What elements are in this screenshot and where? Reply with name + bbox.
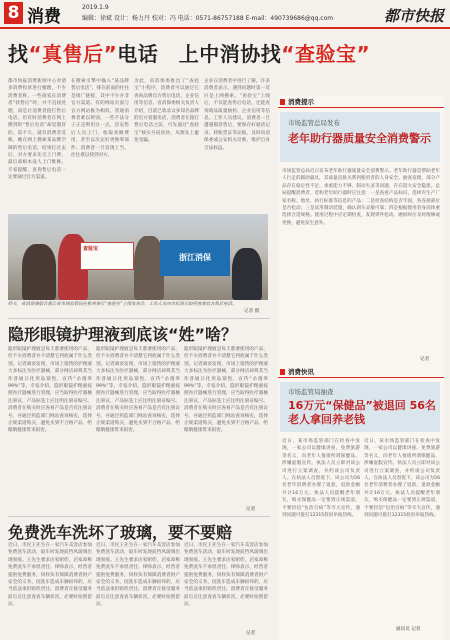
header-rule	[0, 27, 450, 29]
main-headline	[8, 38, 370, 67]
section-title: 消费	[27, 7, 61, 27]
article2-body-col2: 隐形眼镜护理液是每天都要使用的产品，但不少消费者并不清楚它到底属于什么类别。记者调查发现，市场上销售的护理液大多标注为医疗器械，部分网店却将其当作普通日化用品销售，宣传“杀菌率99%”等。专家介绍，隐形眼镜护理液按照医疗器械进行管理，应当取得医疗器械注册证，产品标签上应注明注册证编号。消费者在购买时应查看产品是否有注册证号，并通过药监部门网站查询核实，选择正规渠道购买，避免买到不合格产品，给眼睛健康带来损害。	[96, 347, 180, 434]
section-divider	[8, 318, 270, 319]
sidebar-kicker2: 市场监管局抽查	[288, 388, 334, 396]
page-number: 8	[4, 2, 23, 24]
sidebar-byline2: 通讯员 记者	[396, 627, 421, 632]
article2-headline: 隐形眼镜护理液到底该“姓”啥？	[8, 325, 238, 344]
sidebar-headline-box	[280, 112, 440, 162]
photo-credit: 记者 摄	[244, 309, 260, 314]
main-article-col4: 企业在消费者中进行了解，许多消费者表示，遇到问题时第一反应是上网搜索。“查验宝”上线后，不仅能查售后电话，还能查询商品质量抽检、企业信用等信息。工作人员建议，消费者一旦遭遇假冒售后，要保存好通话记录、转账凭证等证据，及时向消保委或公安机关反映，维护自身合法权益。	[204, 79, 270, 151]
sidebar-headline-box2	[280, 382, 440, 432]
photo-person	[22, 244, 56, 300]
article2-body-col3: 隐形眼镜护理液是每天都要使用的产品，但不少消费者并不清楚它到底属于什么类别。记者调查发现，市场上销售的护理液大多标注为医疗器械，部分网店却将其当作普通日化用品销售，宣传“杀菌率99%”等。专家介绍，隐形眼镜护理液按照医疗器械进行管理，应当取得医疗器械注册证，产品标签上应注明注册证编号。消费者在购买时应查看产品是否有注册证号，并通过药监部门网站查询核实，选择正规渠道购买，避免买到不合格产品，给眼睛健康带来损害。	[184, 347, 268, 434]
article2-byline: 记者	[246, 507, 256, 512]
headline-quote: “真售后”	[28, 42, 118, 66]
sidebar-tag-news: 消费快讯	[278, 366, 444, 378]
sidebar-title: 老年助行器质量安全消费警示	[288, 132, 431, 145]
photo-display-stand: 浙江消保	[160, 240, 230, 276]
sidebar-body: 市场监管总局近日发布老年助行器质量安全消费警示。老年助行器是帮助老年人行走的辅助器具，其质量直接关系到使用者的人身安全。抽查发现，部分产品存在稳定性不足、承重能力不够、制动失灵等问题，存在较大安全隐患。总局提醒消费者，选购老年助行器时应注意：一是查看产品标识，选择有生产厂家名称、地址、执行标准等信息的产品；二是检查结构是否牢固，各连接部位是否松动；三是试用制动装置，确认刹车灵敏可靠；四是根据使用者身高体重选择合适规格。使用过程中应定期检查，发现零件松动、磨损时应及时维修或更换，避免发生意外。	[282, 169, 440, 226]
main-article-col1: 都市快报消费新闻中心对诸多消费投诉进行梳理，不少消费者称，一些商家在消费者“找售后”时，并不直接处理，而是让消费者拨打售后电话。但有时消费者在网上搜到的“售后电话”却是假冒的。前不久，就有消费者反映，她在网上搜索某品牌空调的售后电话，结果打过去后，对方要求先交上门费，最后却根本没人上门维修。专家提醒，查询售后电话一定要通过官方渠道。	[8, 79, 66, 181]
photo-person	[232, 248, 262, 300]
sidebar-title2: 16万元“保健品”被退回 56名老人拿回养老钱	[288, 399, 436, 426]
main-article-col2: 在搜索引擎中输入“某品牌 售后电话”，排在前面的往往是推广链接，其中不少并非官方渠道。有的网站页面与官方网站极为相似，普通消费者难以辨别。一些不法分子正是利用这一点，冒充售后人员上门，收取高额费用，甚至以次充好更换零部件。消费者一旦发现上当，往往难以找到对方。	[71, 79, 129, 159]
sidebar-byline: 记者	[420, 357, 430, 362]
newspaper-logo: 都市快报	[383, 7, 444, 25]
headline-quote2: “查验宝”	[281, 42, 371, 66]
article3-headline: 免费洗车洗坏了玻璃，要不要赔	[8, 523, 233, 542]
page-header	[0, 0, 450, 30]
main-article-col3: 为此，省消保委推出了“查验宝”小程序，消费者可以通过它查询品牌官方售后电话、企业信用等信息。省消保委相关负责人介绍，目前已收录众多知名品牌的官方客服电话，消费者在拨打售后电话之前，可先通过“查验宝”核实号码真伪，从源头上避免受骗。	[134, 79, 199, 144]
photo-sign: 查验宝	[80, 242, 134, 270]
sidebar-kicker: 市场监管总局发布	[288, 119, 340, 127]
headline-middle: 电话 上中消协找	[117, 42, 282, 66]
article3-body-col1: 近日，市民王先生在一家汽车美容店参加免费洗车活动，取车时发现前挡风玻璃出现划痕。王先生要求店家赔偿，店家却称免费洗车不承担责任。律师表示，经营者提供免费服务，同样负有保障消费者财产安全的义务，因洗车造成车辆损坏的，应当依法承担赔偿责任。消费者在接受服务前后应注意查看车辆状况，必要时拍照留证。	[8, 543, 92, 608]
article3-byline: 记者	[246, 631, 256, 636]
news-photo	[8, 214, 268, 300]
photo-caption: 昨天，省消保委联合浙江省市场监管局在杭州举行“查验宝”上线发布会，工作人员向市民演示如何查询官方售后电话。	[8, 302, 237, 307]
sidebar-body2-col2: 近日，某市场监管部门在检查中发现，一家公司以健康讲座、免费旅游等名义，向老年人推销所谓保健品，涉嫌虚假宣传。执法人员立即对该公司进行立案调查，并约谈公司负责人。在执法人员督促下，该公司为56名老年消费者办理了退款，退款金额共计16万元。执法人员提醒老年朋友，购买保健品一定要到正规渠道，不要轻信“包治百病”等夸大宣传，遇到问题可拨打12315投诉举报热线。	[364, 439, 440, 519]
article2-body-col1: 隐形眼镜护理液是每天都要使用的产品，但不少消费者并不清楚它到底属于什么类别。记者调查发现，市场上销售的护理液大多标注为医疗器械，部分网店却将其当作普通日化用品销售，宣传“杀菌率99%”等。专家介绍，隐形眼镜护理液按照医疗器械进行管理，应当取得医疗器械注册证，产品标签上应注明注册证编号。消费者在购买时应查看产品是否有注册证号，并通过药监部门网站查询核实，选择正规渠道购买，避免买到不合格产品，给眼睛健康带来损害。	[8, 347, 92, 434]
article3-body-col3: 近日，市民王先生在一家汽车美容店参加免费洗车活动，取车时发现前挡风玻璃出现划痕。王先生要求店家赔偿，店家却称免费洗车不承担责任。律师表示，经营者提供免费服务，同样负有保障消费者财产安全的义务，因洗车造成车辆损坏的，应当依法承担赔偿责任。消费者在接受服务前后应注意查看车辆状况，必要时拍照留证。	[184, 543, 268, 608]
issue-date: 2019.1.9	[82, 4, 109, 11]
sidebar-tag-tips: 消费提示	[278, 96, 444, 108]
headline-prefix: 找	[8, 42, 29, 66]
sidebar	[278, 96, 444, 640]
editor-line: 编辑：徐斌 设计：杨力丹 校对：冯 电话：0571-86757188 E-mail：490739686@qq.com	[82, 15, 334, 22]
section-divider	[8, 516, 270, 517]
sidebar-body2-col1: 近日，某市场监管部门在检查中发现，一家公司以健康讲座、免费旅游等名义，向老年人推销所谓保健品，涉嫌虚假宣传。执法人员立即对该公司进行立案调查，并约谈公司负责人。在执法人员督促下，该公司为56名老年消费者办理了退款，退款金额共计16万元。执法人员提醒老年朋友，购买保健品一定要到正规渠道，不要轻信“包治百病”等夸大宣传，遇到问题可拨打12315投诉举报热线。	[282, 439, 360, 519]
article3-body-col2: 近日，市民王先生在一家汽车美容店参加免费洗车活动，取车时发现前挡风玻璃出现划痕。王先生要求店家赔偿，店家却称免费洗车不承担责任。律师表示，经营者提供免费服务，同样负有保障消费者财产安全的义务，因洗车造成车辆损坏的，应当依法承担赔偿责任。消费者在接受服务前后应注意查看车辆状况，必要时拍照留证。	[96, 543, 180, 608]
